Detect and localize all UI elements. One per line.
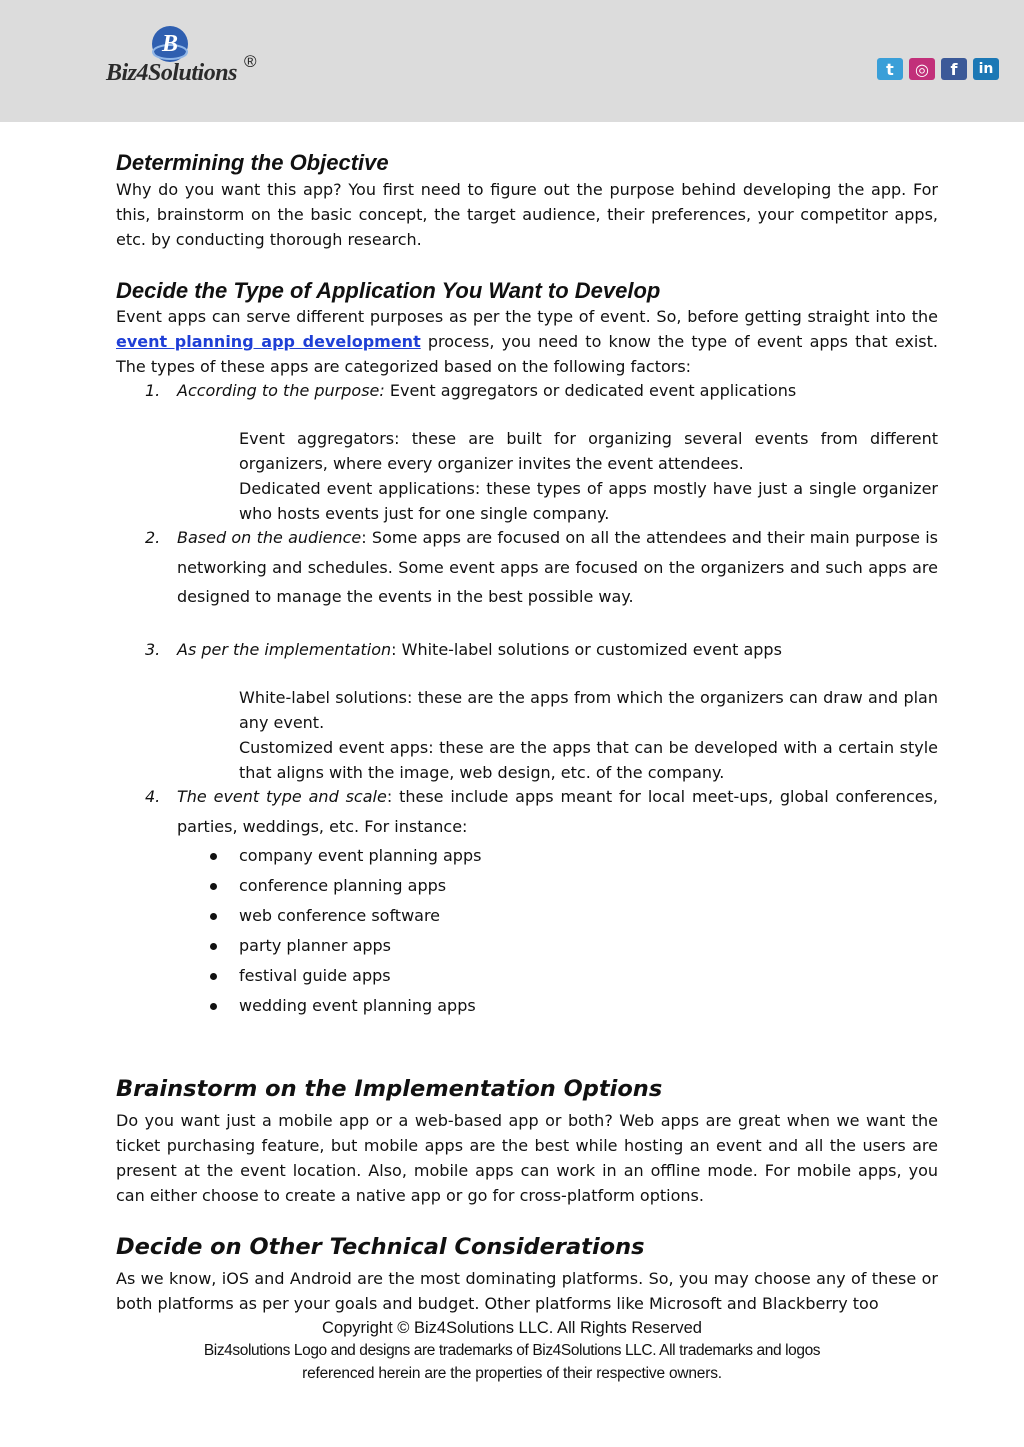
page-header (0, 0, 1024, 122)
section-heading-app-type: Decide the Type of Application You Want to Develop (116, 278, 661, 303)
sub-text-customized: Customized event apps: these are the apps that can be developed with a certain style that aligns with the image, web design, etc. of the company. (239, 738, 938, 783)
bullet-item: conference planning apps (239, 876, 447, 895)
bullet-dot (210, 913, 217, 920)
section-body-objective: Why do you want this app? You first need to figure out the purpose behind developing the app. For this, brainstorm on the basic concept, the target audience, their preferences, your competitor apps, etc. by conducting thorough research. (116, 180, 938, 250)
list-number-2: 2. (145, 528, 161, 547)
sub-text-dedicated: Dedicated event applications: these types of apps mostly have just a single organizer who hosts events just for one single company. (239, 479, 938, 524)
bullet-dot (210, 973, 217, 980)
bullet-item: web conference software (239, 906, 441, 925)
list-number-3: 3. (145, 640, 161, 659)
svg-text:B: B (161, 31, 179, 57)
bullet-item: wedding event planning apps (239, 996, 476, 1015)
bullet-dot (210, 883, 217, 890)
bullet-dot (210, 943, 217, 950)
section-heading-technical: Decide on Other Technical Considerations (116, 1234, 645, 1260)
instagram-icon[interactable]: ◎ (909, 58, 935, 80)
section-body-technical: As we know, iOS and Android are the most dominating platforms. So, you may choose any of these or both platforms as per your goals and budget. Other platforms like Microsoft and Blackberry too (116, 1269, 938, 1314)
list-item-audience: Based on the audience: Some apps are focused on all the attendees and their main purpose is networking and schedules. Some event apps are focused on the organizers and such apps are designed to manage the events in the best possible way. (177, 528, 938, 606)
list-item-purpose: According to the purpose: Event aggregators or dedicated event applications (177, 381, 797, 400)
section-body-implementation: Do you want just a mobile app or a web-based app or both? Web apps are great when we want the ticket purchasing feature, but mobile apps are the best while hosting an event and all the users are present at the event location. Also, mobile apps can work in an offline mode. For mobile apps, you can either choose to create a native app or go for cross-platform options. (116, 1111, 938, 1206)
list-number-1: 1. (145, 381, 161, 400)
bullet-item: company event planning apps (239, 846, 482, 865)
twitter-icon[interactable]: t (877, 58, 903, 80)
list-number-4: 4. (145, 787, 161, 806)
event-planning-link[interactable]: event planning app development (116, 332, 421, 352)
bullet-dot (210, 853, 217, 860)
facebook-icon[interactable]: f (941, 58, 967, 80)
registered-mark: ® (244, 52, 257, 71)
social-icons (877, 58, 999, 80)
footer-trademarks: Biz4solutions Logo and designs are trademarks of Biz4Solutions LLC. All trademarks and logos (203, 1342, 821, 1359)
footer-owners: referenced herein are the properties of their respective owners. (302, 1365, 722, 1382)
bullet-item: party planner apps (239, 936, 392, 955)
biz4solutions-logo[interactable] (106, 24, 266, 94)
logo-b-emblem (150, 24, 190, 64)
section-heading-objective: Determining the Objective (116, 150, 389, 175)
sub-text-aggregators: Event aggregators: these are built for organizing several events from different organizers, where every organizer invites the event attendees. (239, 429, 938, 474)
list-item-event-type: The event type and scale: these include apps meant for local meet-ups, global conferences, parties, weddings, etc. For instance: (177, 787, 939, 836)
section-body-app-type: Event apps can serve different purposes as per the type of event. So, before getting straight into the event planning app development process, you need to know the type of event apps that exist. The types of these apps are categorized based on the following factors: (116, 307, 938, 377)
footer-copyright: Copyright © Biz4Solutions LLC. All Rights Reserved (322, 1319, 702, 1337)
logo-text: Biz4Solutions (106, 60, 237, 86)
sub-text-white-label: White-label solutions: these are the apps from which the organizers can draw and plan any event. (239, 688, 938, 733)
bullet-item: festival guide apps (239, 966, 391, 985)
linkedin-icon[interactable]: in (973, 58, 999, 80)
section-heading-implementation: Brainstorm on the Implementation Options (116, 1076, 663, 1102)
bullet-dot (210, 1003, 217, 1010)
list-item-implementation: As per the implementation: White-label solutions or customized event apps (177, 640, 782, 659)
